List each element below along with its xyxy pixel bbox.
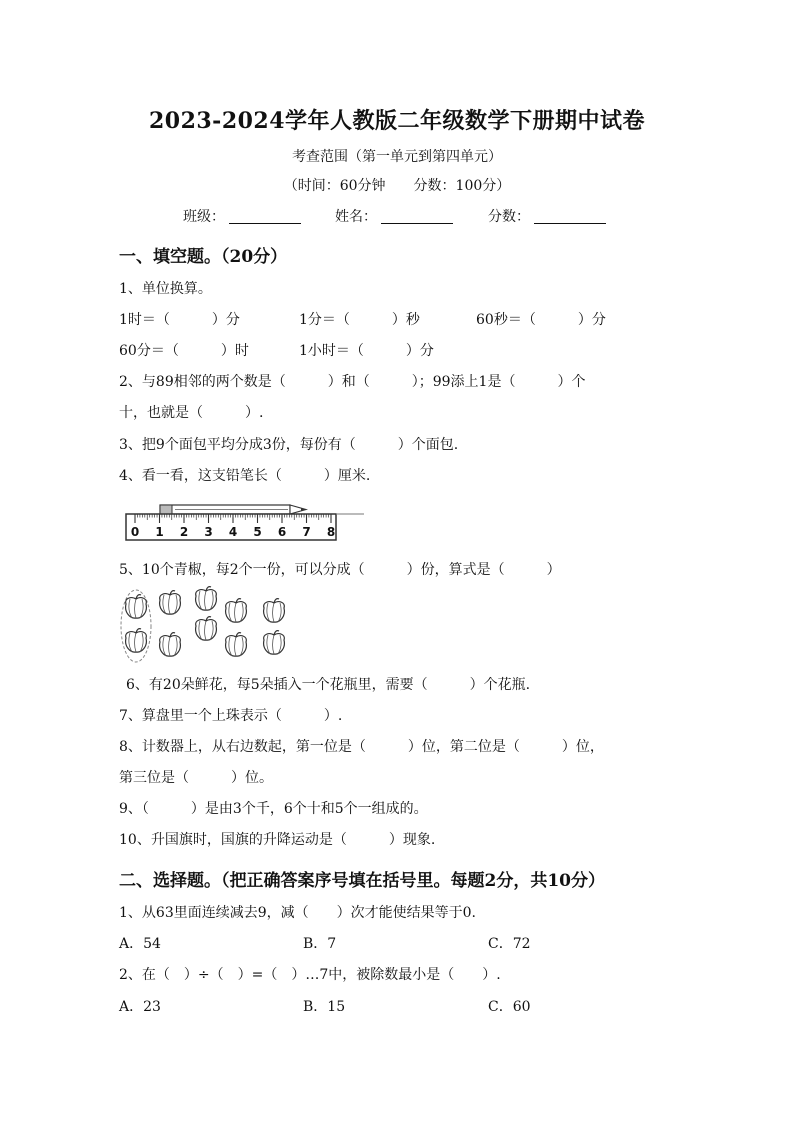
s2-q1: 1、从63里面连续减去9，减（ ）次才能使结果等于0.	[119, 905, 476, 921]
q1-item-min-sec: 1分＝（ ）秒	[299, 312, 420, 328]
s2-q2-options	[119, 998, 531, 1016]
score-field	[488, 206, 606, 226]
time-score: （时间：60分钟 分数：100分）	[283, 178, 511, 194]
pepper-icon	[196, 617, 217, 640]
name-field	[335, 206, 453, 226]
pepper-icon	[126, 629, 147, 652]
score-label: 分数：	[488, 209, 530, 225]
pepper-icon	[160, 633, 181, 656]
s2-q1-option-c[interactable]: C．72	[488, 936, 531, 952]
s1-q4: 4、看一看，这支铅笔长（ ）厘米.	[119, 468, 371, 484]
q1-item-sec-min: 60秒＝（ ）分	[476, 312, 606, 328]
class-blank[interactable]	[229, 209, 301, 224]
s2-q2-option-b[interactable]: B．15	[303, 999, 346, 1015]
page-title: 2023-2024学年人教版二年级数学下册期中试卷	[148, 108, 646, 134]
pepper-icon	[226, 599, 247, 622]
s1-q2-line1: 2、与89相邻的两个数是（ ）和（ ）；99添上1是（ ）个	[119, 374, 586, 390]
exam-scope: 考查范围（第一单元到第四单元）	[292, 149, 502, 165]
ruler-number: 0	[130, 525, 140, 539]
ruler-number: 3	[204, 525, 213, 539]
s1-q9: 9、（ ）是由3个千，6个十和5个一组成的。	[119, 801, 428, 817]
section2-heading: 二、选择题。（把正确答案序号填在括号里。每题2分，共10分）	[119, 871, 605, 891]
s1-q8-line2: 第三位是（ ）位。	[119, 770, 273, 786]
ruler-number: 6	[277, 525, 287, 539]
section1-heading: 一、填空题。（20分）	[119, 247, 288, 267]
q1-item-min-hour: 60分＝（ ）时	[119, 343, 249, 359]
pencil-icon	[160, 505, 306, 514]
ruler-pencil-image	[120, 497, 370, 543]
ruler-number: 4	[228, 525, 238, 539]
s2-q2-option-a[interactable]: A．23	[119, 999, 161, 1015]
s1-q1: 1、单位换算。	[119, 281, 212, 297]
s1-q10: 10、升国旗时，国旗的升降运动是（ ）现象.	[119, 832, 436, 848]
s1-q7: 7、算盘里一个上珠表示（ ）.	[119, 708, 343, 724]
s2-q1-options	[119, 935, 531, 953]
ruler-number: 1	[155, 525, 164, 539]
pepper-icon	[126, 595, 147, 618]
ruler-number: 7	[302, 525, 311, 539]
pepper-icon	[264, 599, 285, 622]
s2-q1-option-b[interactable]: B．7	[303, 936, 337, 952]
pepper-icon	[226, 633, 247, 656]
pepper-icon	[264, 631, 285, 654]
s1-q2-line2: 十，也就是（ ）.	[119, 405, 264, 421]
s1-q5: 5、10个青椒，每2个一份，可以分成（ ）份，算式是（ ）	[119, 562, 561, 578]
s1-q1-row2	[119, 342, 434, 360]
s1-q6: 6、有20朵鲜花，每5朵插入一个花瓶里，需要（ ）个花瓶.	[126, 677, 531, 693]
name-blank[interactable]	[381, 209, 453, 224]
s2-q2-option-c[interactable]: C．60	[488, 999, 531, 1015]
class-label: 班级：	[183, 209, 225, 225]
class-field	[183, 206, 301, 226]
name-label: 姓名：	[335, 209, 377, 225]
ruler-number: 5	[253, 525, 262, 539]
pepper-icon	[196, 587, 217, 610]
ruler-number: 2	[179, 525, 189, 539]
q1-item-hour-min: 1时＝（ ）分	[119, 312, 240, 328]
peppers-image	[118, 586, 298, 664]
s1-q1-row1	[119, 311, 606, 329]
s2-q1-option-a[interactable]: A．54	[119, 936, 161, 952]
score-blank[interactable]	[534, 209, 606, 224]
s2-q2: 2、在（ ）÷（ ）=（ ）…7中，被除数最小是（ ）.	[119, 967, 501, 983]
s1-q8-line1: 8、计数器上，从右边数起，第一位是（ ）位，第二位是（ ）位，	[119, 739, 604, 755]
s1-q3: 3、把9个面包平均分成3份，每份有（ ）个面包.	[119, 437, 459, 453]
pepper-icon	[160, 591, 181, 614]
q1-item-hour-minute: 1小时＝（ ）分	[299, 343, 434, 359]
ruler-number: 8	[326, 525, 336, 539]
